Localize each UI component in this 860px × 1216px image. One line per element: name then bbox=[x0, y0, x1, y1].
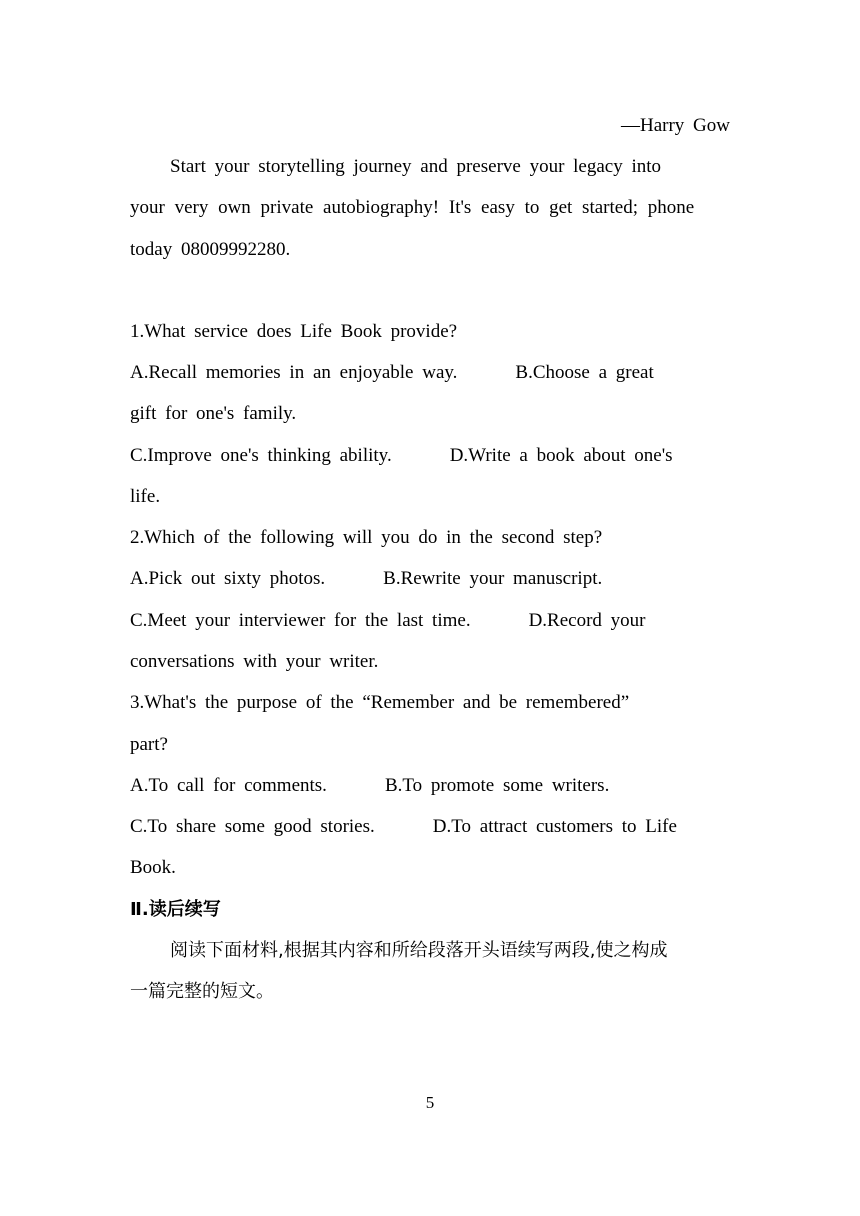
question-1-option-b-continued: gift for one's family. bbox=[130, 403, 297, 424]
question-1-option-a: A.Recall memories in an enjoyable way. bbox=[130, 362, 458, 383]
question-3-stem: 3.What's the purpose of the “Remember and be remembered” bbox=[130, 692, 630, 713]
section-2-instruction-line-1: 阅读下面材料,根据其内容和所给段落开头语续写两段,使之构成 bbox=[170, 940, 668, 961]
cta-line-2: your very own private autobiography! It's easy to get started; phone bbox=[130, 197, 695, 218]
section-2-instruction-line-2: 一篇完整的短文。 bbox=[130, 981, 274, 1002]
question-1-stem: 1.What service does Life Book provide? bbox=[130, 321, 458, 342]
cta-line-3: today 08009992280. bbox=[130, 239, 291, 260]
question-1-options-row-1 bbox=[130, 361, 654, 385]
question-1-option-b: B.Choose a great bbox=[515, 362, 654, 383]
question-3-stem-continued: part? bbox=[130, 734, 168, 755]
attribution: —Harry Gow bbox=[620, 115, 730, 136]
question-3-option-a: A.To call for comments. bbox=[130, 775, 327, 796]
question-2-option-c: C.Meet your interviewer for the last time. bbox=[130, 610, 471, 631]
question-3-option-c: C.To share some good stories. bbox=[130, 816, 375, 837]
question-1-option-d: D.Write a book about one's bbox=[449, 445, 673, 466]
question-3-option-d: D.To attract customers to Life bbox=[432, 816, 677, 837]
question-2-options-row-1 bbox=[130, 567, 602, 591]
page-number: 5 bbox=[425, 1093, 435, 1112]
question-2-option-d-continued: conversations with your writer. bbox=[130, 651, 379, 672]
question-2-option-a: A.Pick out sixty photos. bbox=[130, 568, 326, 589]
section-2-heading: Ⅱ.读后续写 bbox=[130, 899, 221, 920]
question-3-options-row-1 bbox=[130, 774, 609, 798]
question-1-option-d-continued: life. bbox=[130, 486, 161, 507]
question-2-option-b: B.Rewrite your manuscript. bbox=[383, 568, 603, 589]
question-3-option-d-continued: Book. bbox=[130, 857, 176, 878]
question-2-stem: 2.Which of the following will you do in the second step? bbox=[130, 527, 603, 548]
question-3-options-row-2 bbox=[130, 815, 677, 839]
question-1-option-c: C.Improve one's thinking ability. bbox=[130, 445, 392, 466]
question-1-options-row-2 bbox=[130, 444, 673, 468]
question-2-options-row-2 bbox=[130, 609, 646, 633]
cta-line-1: Start your storytelling journey and preserve your legacy into bbox=[170, 156, 662, 177]
question-3-option-b: B.To promote some writers. bbox=[384, 775, 610, 796]
question-2-option-d: D.Record your bbox=[528, 610, 646, 631]
